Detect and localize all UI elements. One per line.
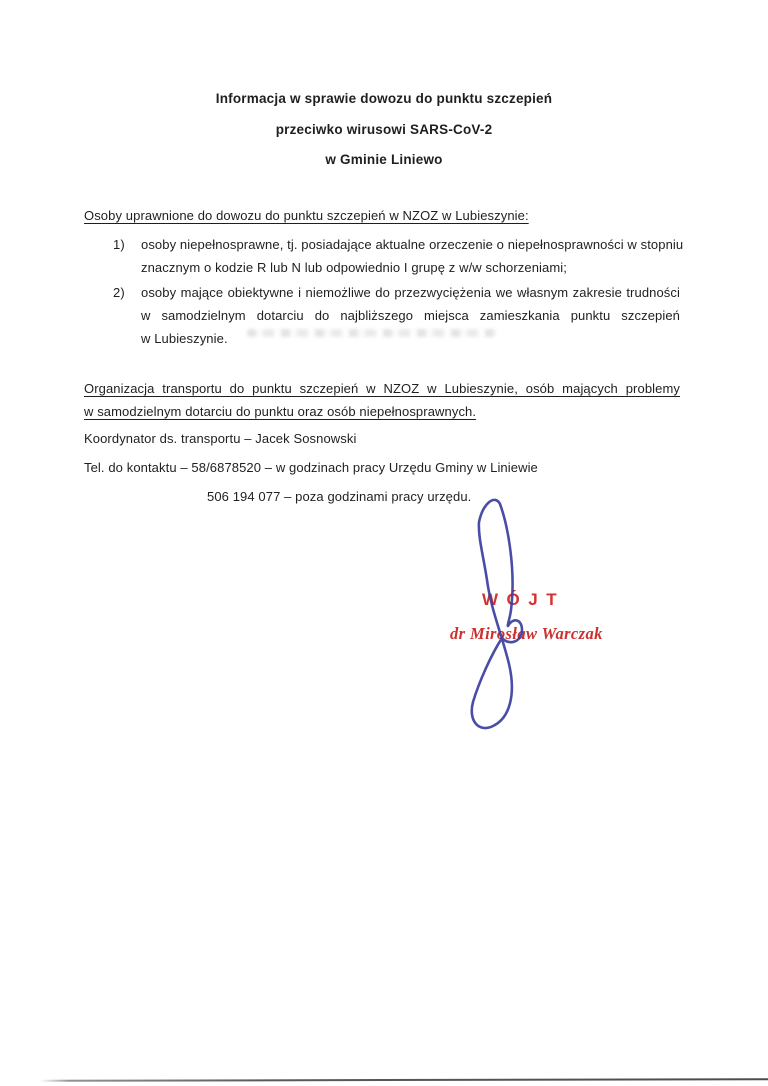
stamp-wojt-title: WÓJT [482, 590, 566, 609]
document-title-line-1: Informacja w sprawie dowozu do punktu szczepień [215, 91, 553, 106]
list-item-2-line-3: w Lubieszynie. [141, 331, 228, 346]
signature-stroke [472, 500, 522, 728]
list-item-1 [113, 233, 684, 279]
organization-line-1: Organizacja transportu do punktu szczepień w NZOZ w Lubieszynie, osób mających problemy [84, 381, 680, 396]
list-item-2-line-1: osoby mające obiektywne i niemożliwe do przezwyciężenia we własnym zakresie trudności [141, 285, 680, 300]
stamp-signer-name: dr Mirosław Warczak [450, 624, 603, 643]
list-item-1-line-2: znacznym o kodzie R lub N lub odpowiednio I grupę z w/w schorzeniami; [141, 260, 567, 275]
list-item-2-line-2: w samodzielnym dotarciu do najbliższego miejsca zamieszkania punktu szczepień [141, 308, 680, 323]
organization-paragraph [84, 377, 680, 423]
list-item-2 [113, 281, 680, 350]
document-title-line-2: przeciwko wirusowi SARS-CoV-2 [275, 122, 493, 137]
list-item-2-marker: 2) [113, 285, 125, 300]
scan-smudge-artifact [247, 329, 497, 337]
list-item-1-line-1: osoby niepełnosprawne, tj. posiadające aktualne orzeczenie o niepełnosprawności w stopniu [141, 237, 684, 252]
phone-office-line: Tel. do kontaktu – 58/6878520 – w godzinach pracy Urzędu Gminy w Liniewie [84, 460, 538, 475]
phone-after-hours-line: 506 194 077 – poza godzinami pracy urzędu. [207, 489, 472, 504]
signature-ink [445, 492, 545, 737]
document-title-line-3: w Gminie Liniewo [325, 152, 443, 167]
coordinator-line: Koordynator ds. transportu – Jacek Sosnowski [84, 431, 357, 446]
scan-edge-line [40, 1078, 768, 1082]
organization-line-2: w samodzielnym dotarciu do punktu oraz osób niepełnosprawnych. [84, 404, 477, 419]
section-heading: Osoby uprawnione do dowozu do punktu szczepień w NZOZ w Lubieszynie: [84, 208, 529, 223]
list-item-1-marker: 1) [113, 237, 125, 252]
